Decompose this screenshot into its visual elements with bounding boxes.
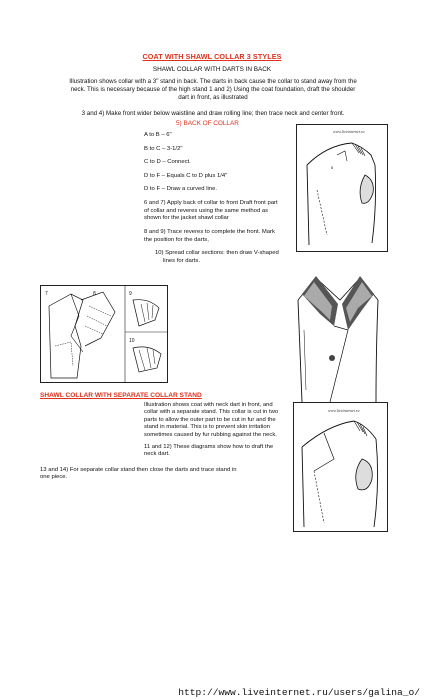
text-line: Illustration shows coat with neck dart in front, and <box>144 402 273 408</box>
watermark-text: www.liveinternet.ru <box>333 129 365 134</box>
panel-number: 9 <box>129 291 132 297</box>
step-item: B to C – 3-1/2" <box>144 145 183 152</box>
neck-dart-diagram <box>293 402 388 532</box>
page-title: COAT WITH SHAWL COLLAR 3 STYLES <box>142 52 282 61</box>
collar-draft-panels <box>40 285 168 383</box>
text-line: collar with a separate stand. This collar is cut in two <box>144 409 279 416</box>
figure-number: 5 <box>331 165 334 170</box>
text-line: 10) Spread collar sections: then draw V-shaped <box>155 250 279 256</box>
text-line: lines for darts. <box>163 257 200 264</box>
step-list <box>144 132 227 200</box>
section-subtitle: SHAWL COLLAR WITH DARTS IN BACK <box>152 66 272 73</box>
collar-draft-drawing <box>41 286 167 382</box>
back-collar-drawing <box>297 125 387 251</box>
intro-line: Illustration shows collar with a 3" stand in back. The darts in back cause the collar to stand away from the <box>69 78 357 85</box>
step-item: D to F – Equals C to D plus 1/4" <box>144 172 228 179</box>
coat-drawing <box>290 270 386 402</box>
section2-title: SHAWL COLLAR WITH SEPARATE COLLAR STAND <box>40 392 202 399</box>
step-3-4-text: 3 and 4) Make front wider below waistline and draw rolling line; then trace neck and center front. <box>81 110 345 117</box>
back-of-collar-heading: 5) BACK OF COLLAR <box>176 120 239 127</box>
footer-url[interactable]: http://www.liveinternet.ru/users/galina_o/ <box>178 687 420 698</box>
text-line: parts to allow the outer part to be cut in fur and the <box>144 416 276 423</box>
step-6-7-text <box>144 200 294 223</box>
fur-collar-coat-illustration <box>290 270 386 402</box>
intro-line: neck. This is necessary because of the high stand 1 and 2) Using the coat foundation, draft the shoulder <box>70 86 356 94</box>
text-line: one piece. <box>40 474 68 481</box>
step-10-text <box>155 250 295 265</box>
text-line: sometimes caused by fur rubbing against the neck. <box>144 431 277 438</box>
text-line: 11 and 12) These diagrams show how to draft the <box>144 444 274 451</box>
neck-dart-drawing <box>294 403 387 531</box>
text-line: the position for the darts, <box>144 236 209 243</box>
step-13-14-text <box>40 467 290 482</box>
panel-number: 8 <box>93 291 96 297</box>
text-line: 13 and 14) For separate collar stand then close the darts and trace stand in <box>40 467 237 473</box>
back-collar-diagram <box>296 124 388 252</box>
intro-line: dart in front, as illustrated <box>178 94 248 102</box>
step-item: D to F – Draw a curved line. <box>144 186 218 193</box>
watermark-text: www.liveinternet.ru <box>328 408 360 413</box>
text-line: 8 and 9) Trace reveres to complete the front. Mark <box>144 229 275 235</box>
step-item: A to B – 6" <box>144 132 172 138</box>
step-8-9-text <box>144 229 294 244</box>
panel-number: 10 <box>129 338 135 344</box>
panel-number: 7 <box>45 291 48 297</box>
text-line: of collar and reveres using the same method as <box>144 207 269 214</box>
text-line: stand in material. This is to prevent skin irritation <box>144 424 270 431</box>
text-line: neck dart. <box>144 451 170 458</box>
text-line: 6 and 7) Apply back of collar to front Draft front part <box>144 200 278 206</box>
step-item: C to D – Connect. <box>144 159 191 166</box>
section2-paragraph <box>144 402 288 459</box>
text-line: shown for the jacket shawl collar <box>144 215 229 222</box>
intro-paragraph <box>40 78 386 103</box>
